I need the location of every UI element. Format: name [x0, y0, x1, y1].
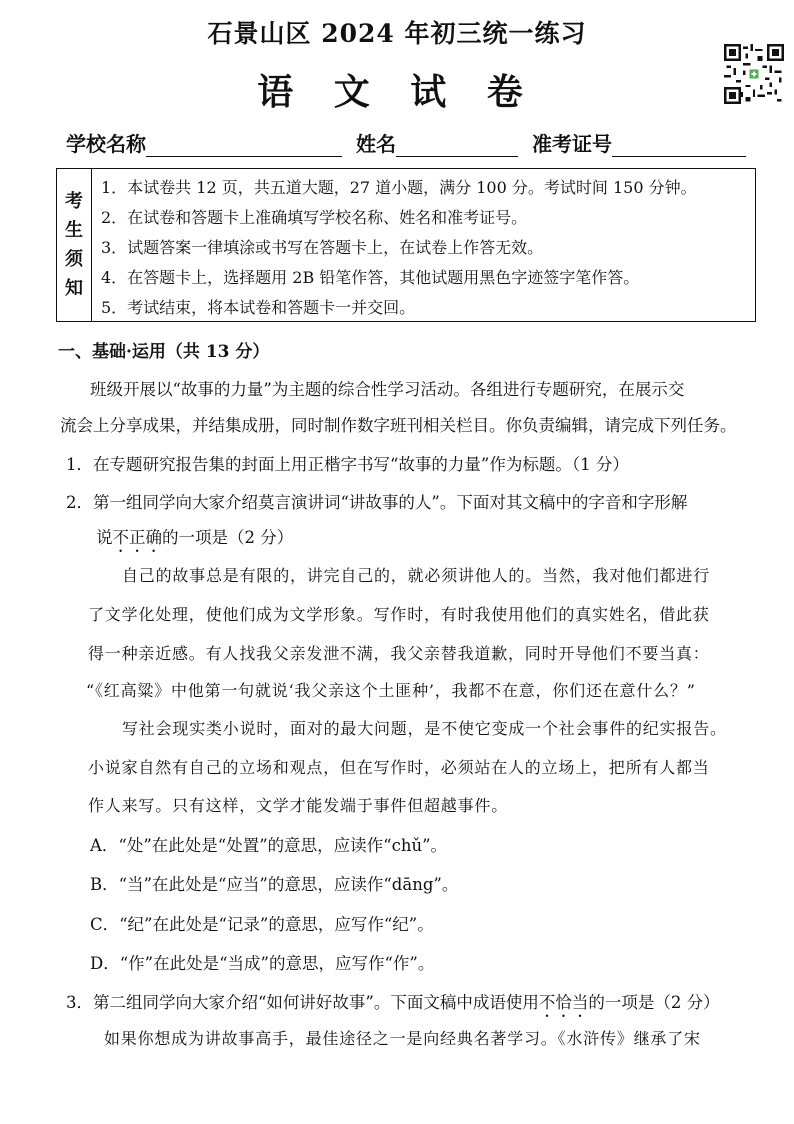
passage-line: 如果你想成为讲故事高手，最佳途径之一是向经典名著学习。《水浒传》继承了宋 — [104, 1029, 701, 1048]
question-1: 1．在专题研究报告集的封面上用正楷字书写“故事的力量”作为标题。（1 分） — [66, 455, 629, 474]
intro-line: 流会上分享成果，并结集成册，同时制作数字班刊相关栏目。你负责编辑，请完成下列任务。 — [60, 416, 737, 435]
q3-emphasis-text: 不恰当 — [538, 993, 589, 1012]
notice-item: 4．在答题卡上，选择题用 2B 铅笔作答，其他试题用黑色字迹签字笔作答。 — [101, 268, 640, 287]
exam-id-label: 准考证号 — [532, 132, 612, 156]
passage-line: 得一种亲近感。有人找我父亲发泄不满，我父亲替我道歉，同时开导他们不要当真： — [88, 644, 710, 663]
notice-heading — [57, 169, 92, 321]
question-3 — [66, 989, 720, 1021]
name-label: 姓名 — [356, 132, 396, 156]
exam-title: 石景山区 2024 年初三统一练习 — [207, 19, 587, 48]
question-2-line — [96, 524, 293, 556]
school-field[interactable] — [66, 128, 342, 157]
option-a: A．“处”在此处是“处置”的意思，应读作“chǔ”。 — [90, 836, 448, 855]
q3-prompt-text: 的一项是（2 分） — [588, 993, 720, 1012]
passage-line: 作人来写。只有这样，文学才能发端于事件但超越事件。 — [88, 796, 509, 815]
passage-line: 自己的故事总是有限的，讲完自己的，就必须讲他人的。当然，我对他们都进行 — [122, 566, 711, 585]
notice-heading-char: 生 — [65, 220, 83, 241]
passage-line: “《红高粱》中他第一句就说‘我父亲这个土匪种’，我都不在意，你们还在意什么？” — [86, 681, 696, 700]
exam-id-field[interactable] — [532, 128, 746, 157]
school-label: 学校名称 — [66, 132, 146, 156]
exam-subtitle: 语 文 试 卷 — [257, 71, 537, 113]
q2-prompt-text: 说 — [96, 528, 113, 547]
notice-items — [101, 173, 751, 323]
q2-prompt-text: 的一项是（2 分） — [162, 528, 294, 547]
passage-line: 写社会现实类小说时，面对的最大问题，是不使它变成一个社会事件的纪实报告。 — [122, 719, 727, 738]
q2-emphasis-text: 不正确 — [112, 528, 162, 547]
option-c: C．“纪”在此处是“记录”的意思，应写作“纪”。 — [90, 915, 434, 934]
notice-item: 1．本试卷共 12 页，共五道大题，27 道小题，满分 100 分。考试时间 150 分钟。 — [101, 178, 697, 197]
notice-heading-char: 考 — [65, 191, 83, 212]
section-heading: 一、基础·运用（共 13 分） — [58, 342, 270, 362]
notice-item: 5．考试结束，将本试卷和答题卡一并交回。 — [101, 298, 416, 317]
candidate-notice-box — [56, 168, 756, 322]
notice-item: 3．试题答案一律填涂或书写在答题卡上，在试卷上作答无效。 — [101, 238, 544, 257]
option-b: B．“当”在此处是“应当”的意思，应读作“dāng”。 — [90, 875, 459, 894]
passage-line: 了文学化处理，使他们成为文学形象。写作时，有时我使用他们的真实姓名，借此获 — [88, 605, 710, 624]
name-field[interactable] — [356, 128, 518, 157]
passage-line: 小说家自然有自己的立场和观点，但在写作时，必须站在人的立场上，把所有人都当 — [88, 758, 710, 777]
intro-line: 班级开展以“故事的力量”为主题的综合性学习活动。各组进行专题研究，在展示交 — [90, 380, 685, 399]
notice-item: 2．在试卷和答题卡上准确填写学校名称、姓名和准考证号。 — [101, 208, 528, 227]
name-blank[interactable] — [396, 134, 518, 157]
exam-id-blank[interactable] — [612, 134, 746, 157]
school-blank[interactable] — [146, 134, 342, 157]
q3-prompt-text: 3．第二组同学向大家介绍“如何讲好故事”。下面文稿中成语使用 — [66, 993, 539, 1012]
question-2-line: 2．第一组同学向大家介绍莫言演讲词“讲故事的人”。下面对其文稿中的字音和字形解 — [66, 493, 688, 512]
student-info-fields — [66, 128, 766, 158]
notice-heading-char: 知 — [65, 278, 83, 299]
option-d: D．“作”在此处是“当成”的意思，应写作“作”。 — [90, 954, 435, 973]
qr-code-icon — [724, 44, 784, 104]
notice-heading-char: 须 — [65, 249, 83, 270]
